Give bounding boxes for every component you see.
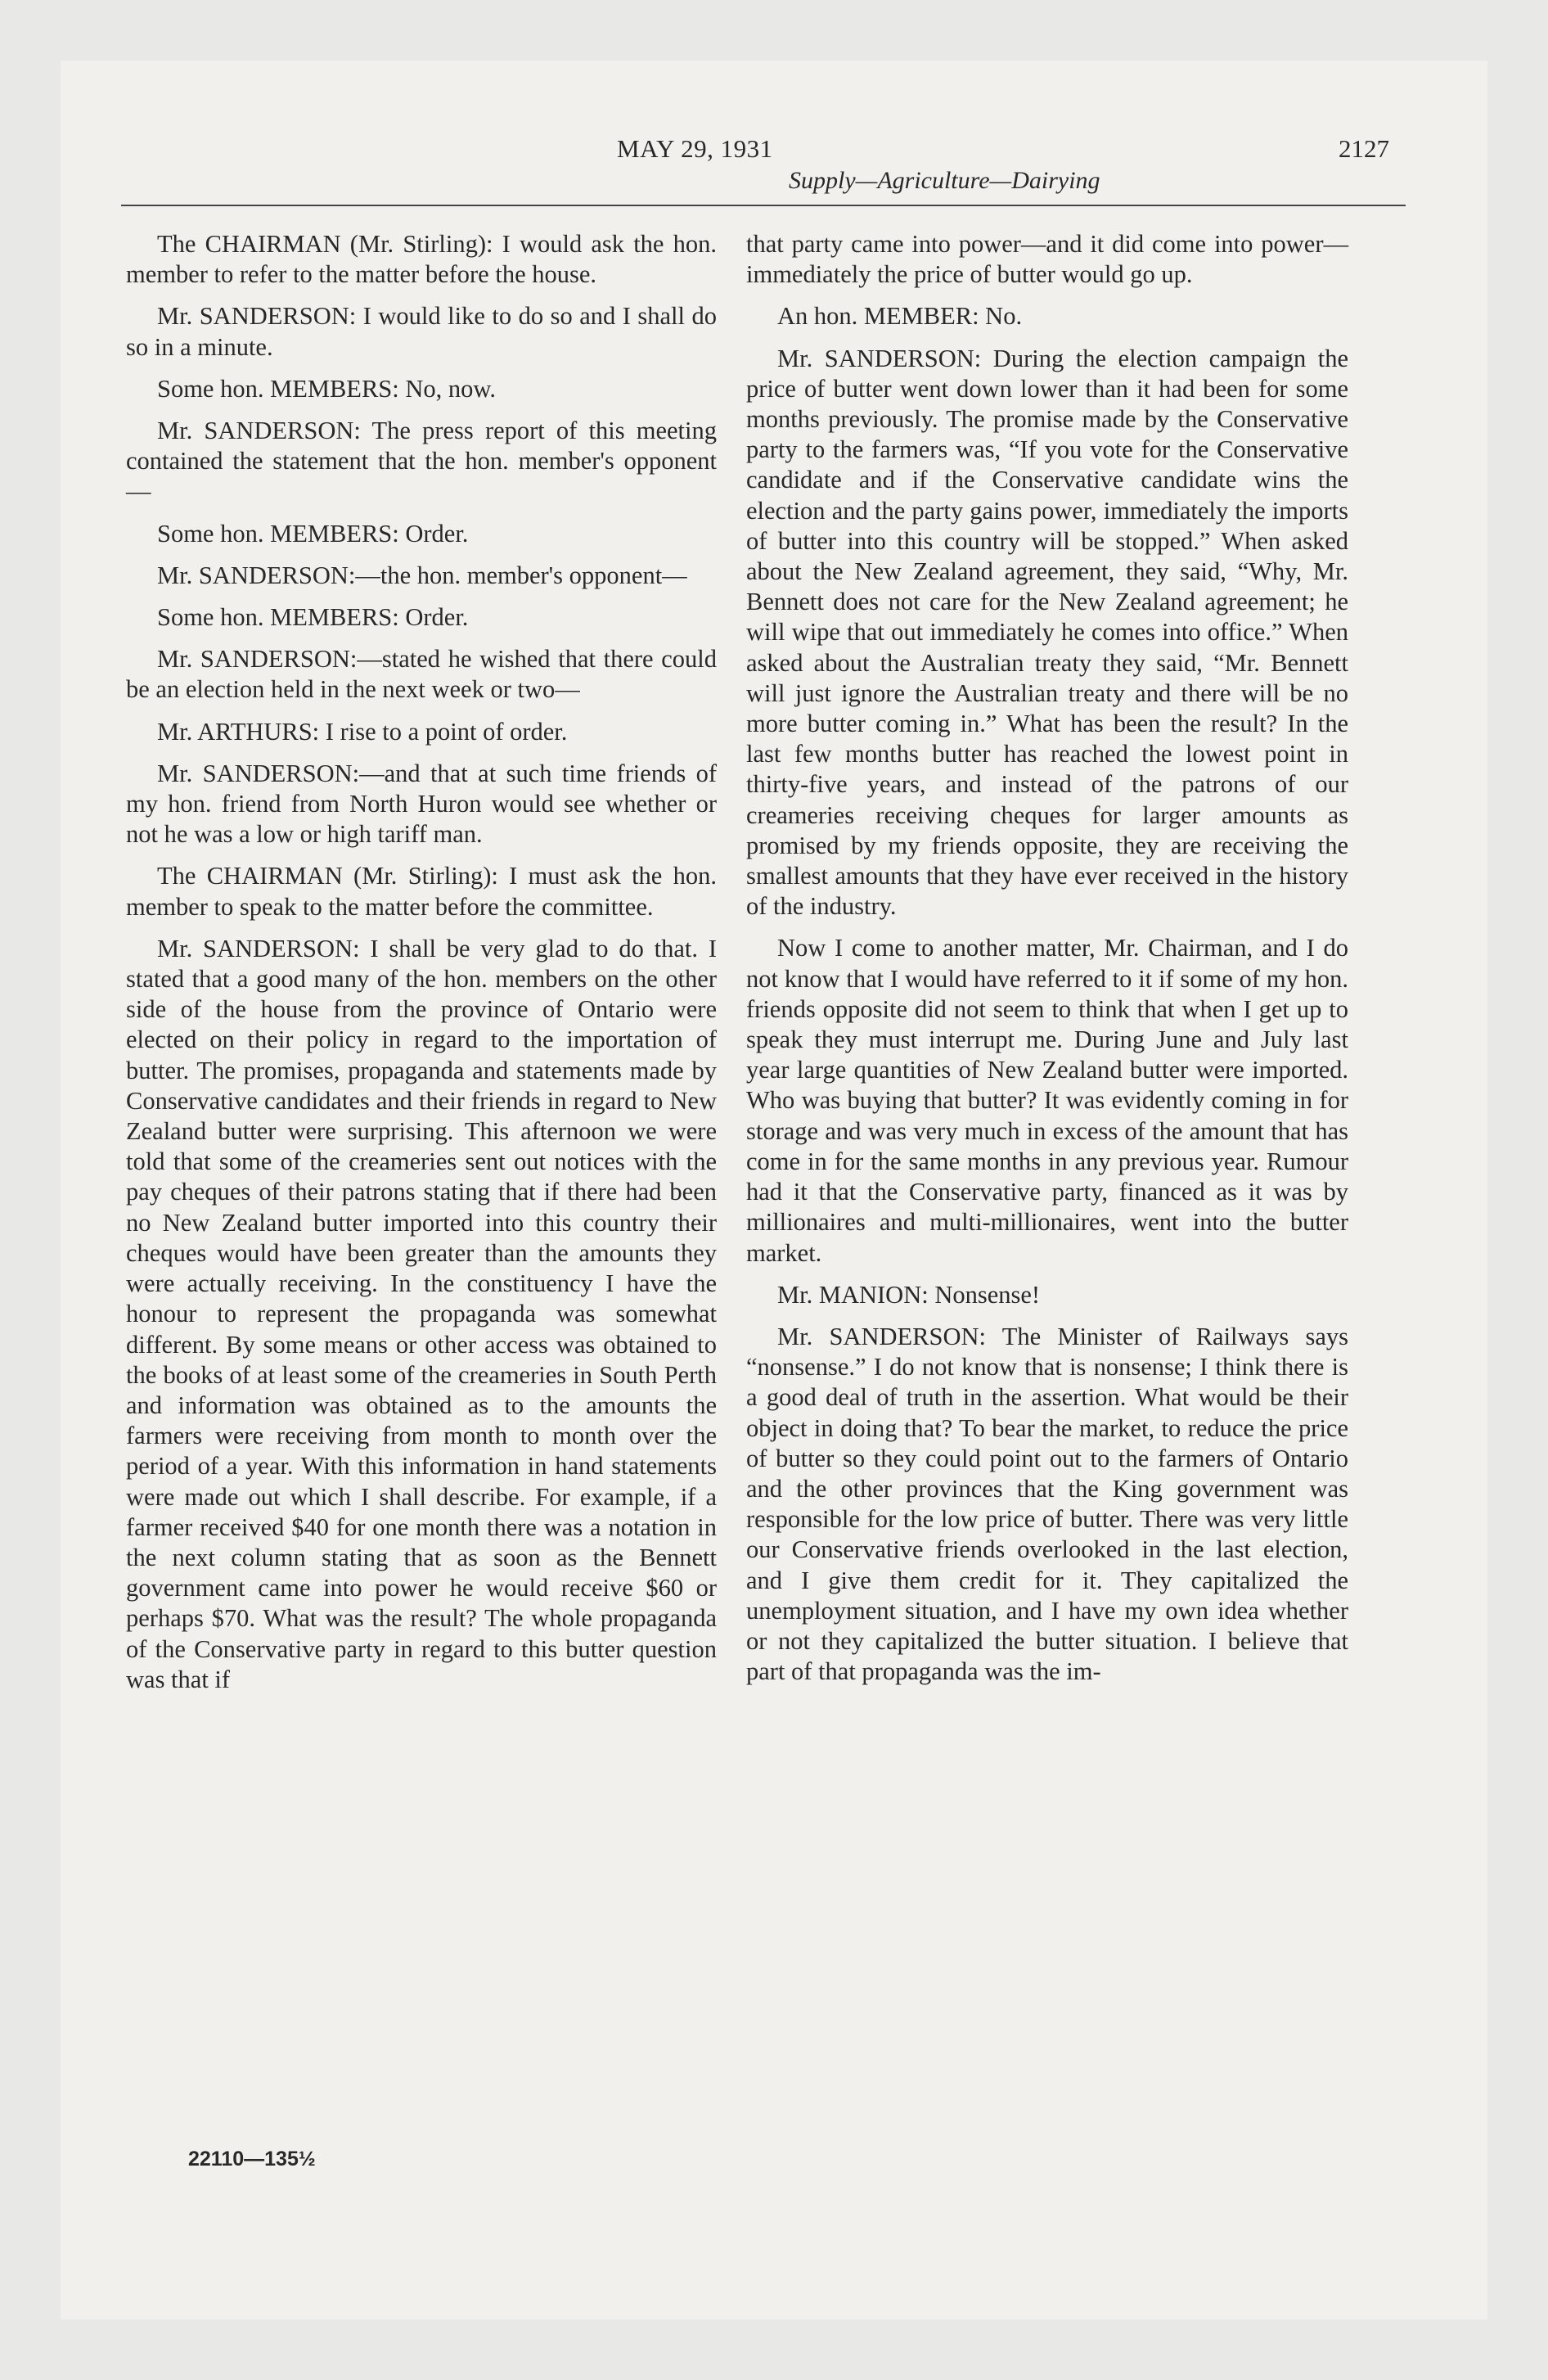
paragraph: Mr. ARTHURS: I rise to a point of order. [157,717,568,746]
page-date: MAY 29, 1931 [617,134,773,163]
paragraph: Mr. SANDERSON: During the election campaign the price of butter went down lower than it had been for some months previously. The promise made by the Conservative party to the farmers was, “If you vote for the Conservative candidate and if the Conservative candidate wins the election and the party gains power, immediately the imports of butter into this country will be stopped.” When asked about the New Zealand agreement, they said, “Why, Mr. Bennett does not care for the New Zealand agreement; he will wipe that out immediately he comes into office.” When asked about the Australian treaty they said, “Mr. Bennett will just ignore the Australian treaty and there will be no more butter coming in.” What has been the result? In the last few months butter has reached the lowest point in thirty-five years, and instead of the patrons of our creameries receiving cheques for larger amounts as promised by my friends opposite, they are receiving the smallest amounts that they have ever received in the history of the industry. [746,344,1348,921]
printer-code: 22110—135½ [188,2148,316,2170]
paragraph: Mr. SANDERSON:—the hon. member's opponent— [157,561,687,589]
paragraph: The CHAIRMAN (Mr. Stirling): I must ask the hon. member to speak to the matter before the committee. [126,862,717,921]
left-column [126,229,717,1706]
paragraph: Mr. SANDERSON:—stated he wished that there could be an election held in the next week or two— [126,645,717,704]
paragraph: An hon. MEMBER: No. [777,302,1023,331]
page-number: 2127 [1339,134,1389,163]
paragraph: Some hon. MEMBERS: Order. [157,519,469,548]
paragraph: Mr. MANION: Nonsense! [777,1280,1041,1309]
paragraph: The CHAIRMAN (Mr. Stirling): I would ask the hon. member to refer to the matter before the house. [126,230,717,289]
paragraph: that party came into power—and it did come into power—immediately the price of butter would go up. [746,230,1348,289]
header-rule [121,205,1406,206]
paragraph: Mr. SANDERSON: I would like to do so and I shall do so in a minute. [126,302,717,361]
right-column [746,229,1348,1698]
running-head-subject: Supply—Agriculture—Dairying [789,167,1100,194]
hansard-page [61,61,1487,2319]
paragraph: Mr. SANDERSON:—and that at such time friends of my hon. friend from North Huron would see whether or not he was a low or high tariff man. [126,759,717,849]
paragraph: Mr. SANDERSON: The press report of this meeting contained the statement that the hon. member's opponent— [126,417,717,506]
paragraph: Mr. SANDERSON: The Minister of Railways says “nonsense.” I do not know that is nonsense; I think there is a good deal of truth in the assertion. What would be their object in doing that? To bear the market, to reduce the price of butter so they could point out to the farmers of Ontario and the other provinces that the King government was responsible for the low price of butter. There was very little our Conservative friends overlooked in the last election, and I give them credit for it. They capitalized the unemployment situation, and I have my own idea whether or not they capitalized the butter situation. I believe that part of that propaganda was the im- [746,1322,1348,1686]
paragraph: Mr. SANDERSON: I shall be very glad to do that. I stated that a good many of the hon. members on the other side of the house from the province of Ontario were elected on their policy in regard to the importation of butter. The promises, propaganda and statements made by Conservative candidates and their friends in regard to New Zealand butter were surprising. This afternoon we were told that some of the creameries sent out notices with the pay cheques of their patrons stating that if there had been no New Zealand butter imported into this country their cheques would have been greater than the amounts they were actually receiving. In the constituency I have the honour to represent the propaganda was somewhat different. By some means or other access was obtained to the books of at least some of the creameries in South Perth and information was obtained as to the amounts the farmers were receiving from month to month over the period of a year. With this information in hand statements were made out which I shall describe. For example, if a farmer received $40 for one month there was a notation in the next column stating that as soon as the Bennett government came into power he would receive $60 or perhaps $70. What was the result? The whole propaganda of the Conservative party in regard to this butter question was that if [126,934,717,1693]
paragraph: Now I come to another matter, Mr. Chairman, and I do not know that I would have referred to it if some of my hon. friends opposite did not seem to think that when I get up to speak they must interrupt me. During June and July last year large quantities of New Zealand butter were imported. Who was buying that butter? It was evidently coming in for storage and was very much in excess of the amount that has come in for the same months in any previous year. Rumour had it that the Conservative party, financed as it was by millionaires and multi-millionaires, went into the butter market. [746,934,1348,1267]
paragraph: Some hon. MEMBERS: No, now. [157,374,497,403]
paragraph: Some hon. MEMBERS: Order. [157,603,469,632]
